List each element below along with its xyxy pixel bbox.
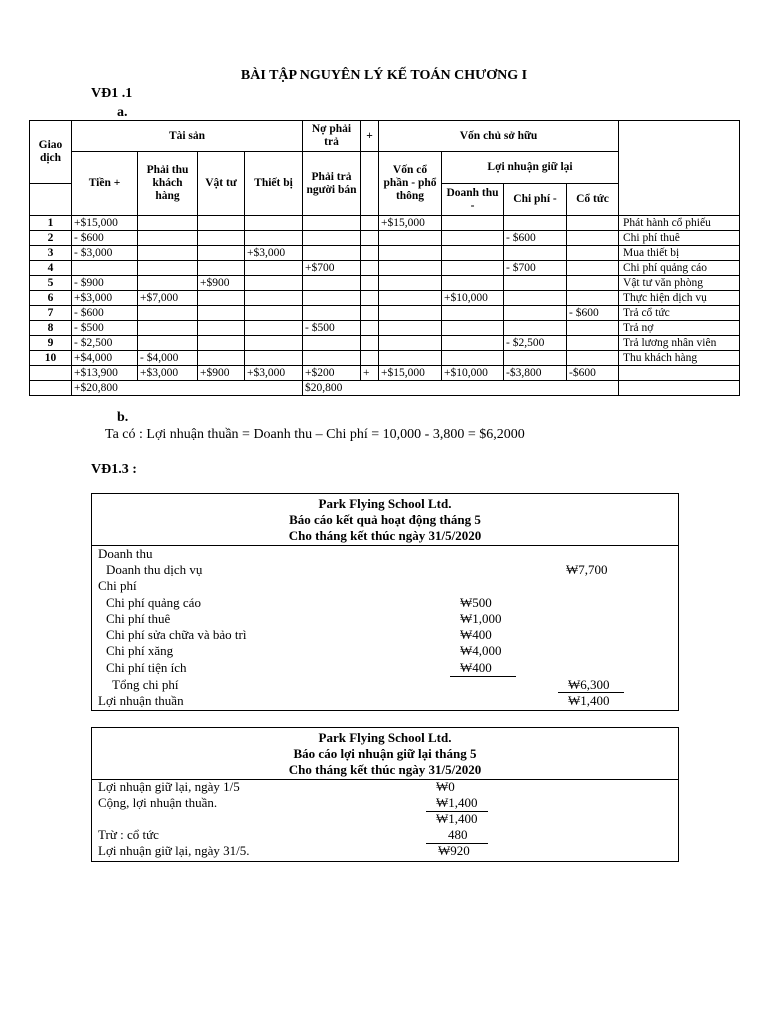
- grand-blank: [30, 381, 72, 396]
- transaction-table: [29, 120, 740, 396]
- total-cell: +: [361, 366, 379, 381]
- service-revenue-label: Doanh thu dịch vụ: [106, 562, 203, 577]
- table-cell: - $500: [303, 321, 361, 336]
- table-cell: [442, 336, 504, 351]
- service-revenue-value: ₩7,700: [566, 562, 608, 577]
- grand-note-blank: [619, 381, 740, 396]
- total-cell: +$3,000: [245, 366, 303, 381]
- table-cell: [198, 246, 245, 261]
- retained-less-value: 480: [448, 827, 468, 842]
- row-number: 3: [30, 246, 72, 261]
- totals-blank: [30, 366, 72, 381]
- table-cell: [245, 306, 303, 321]
- header-doanh-thu: Doanh thu -: [442, 184, 504, 216]
- header-notes-blank: [619, 121, 740, 216]
- row-description: Chi phí thuê: [619, 231, 740, 246]
- table-cell: [567, 246, 619, 261]
- table-cell: +$3,000: [245, 246, 303, 261]
- table-cell: [72, 261, 138, 276]
- row-number: 1: [30, 216, 72, 231]
- expense-label: Chi phí xăng: [106, 643, 174, 658]
- table-cell: [379, 246, 442, 261]
- table-cell: [379, 336, 442, 351]
- table-cell: [442, 321, 504, 336]
- row-description: Chi phí quảng cáo: [619, 261, 740, 276]
- table-row: [30, 216, 740, 231]
- table-cell: - $3,000: [72, 246, 138, 261]
- table-cell: [303, 231, 361, 246]
- table-cell: [198, 261, 245, 276]
- table-cell: [504, 216, 567, 231]
- table-cell: [245, 291, 303, 306]
- table-cell: +$15,000: [72, 216, 138, 231]
- table-row: [30, 276, 740, 291]
- table-cell: [504, 351, 567, 366]
- table-cell: [379, 276, 442, 291]
- expense-label: Chi phí thuê: [106, 611, 171, 626]
- table-cell: [361, 336, 379, 351]
- header-no-phai-tra: Nợ phải trả: [303, 121, 361, 152]
- table-cell: [361, 321, 379, 336]
- table-cell: [245, 216, 303, 231]
- grand-total-row: [30, 381, 740, 396]
- table-row: [30, 336, 740, 351]
- table-cell: +$7,000: [138, 291, 198, 306]
- table-cell: - $600: [567, 306, 619, 321]
- retained-title: Báo cáo lợi nhuận giữ lại tháng 5: [293, 746, 477, 761]
- table-cell: [245, 321, 303, 336]
- income-company-name: Park Flying School Ltd.: [318, 496, 452, 511]
- table-cell: [567, 261, 619, 276]
- total-expenses-value: ₩6,300: [568, 677, 610, 692]
- table-cell: [245, 261, 303, 276]
- header-phai-thu: Phải thu khách hàng: [138, 152, 198, 216]
- table-cell: +$900: [198, 276, 245, 291]
- income-title: Báo cáo kết quả hoạt động tháng 5: [289, 512, 481, 527]
- table-row: [30, 261, 740, 276]
- table-cell: [361, 216, 379, 231]
- table-cell: [138, 261, 198, 276]
- net-income-formula: Ta có : Lợi nhuận thuần = Doanh thu – Chi phí = 10,000 - 3,800 = $6,2000: [105, 427, 525, 442]
- table-cell: [245, 336, 303, 351]
- table-cell: +$4,000: [72, 351, 138, 366]
- header-vat-tu: Vật tư: [198, 152, 245, 216]
- table-cell: - $2,500: [72, 336, 138, 351]
- table-cell: [303, 276, 361, 291]
- table-cell: [361, 261, 379, 276]
- table-cell: [245, 351, 303, 366]
- expense-value: ₩4,000: [460, 643, 502, 658]
- table-cell: [442, 261, 504, 276]
- table-cell: +$15,000: [379, 216, 442, 231]
- table-cell: [198, 336, 245, 351]
- expense-label: Chi phí tiện ích: [106, 660, 187, 675]
- table-cell: [138, 321, 198, 336]
- grand-total-liabilities-equity: $20,800: [303, 381, 619, 396]
- row-number: 6: [30, 291, 72, 306]
- table-cell: [567, 276, 619, 291]
- row-description: Trả cổ tức: [619, 306, 740, 321]
- net-income-label: Lợi nhuận thuần: [98, 693, 184, 708]
- row-description: Trả lương nhân viên: [619, 336, 740, 351]
- table-cell: [361, 246, 379, 261]
- row-number: 2: [30, 231, 72, 246]
- table-cell: [245, 276, 303, 291]
- income-statement-header: [92, 494, 678, 546]
- header-thiet-bi: Thiết bị: [245, 152, 303, 216]
- table-cell: - $900: [72, 276, 138, 291]
- table-cell: [303, 291, 361, 306]
- table-cell: [379, 306, 442, 321]
- table-cell: [138, 336, 198, 351]
- table-cell: [567, 216, 619, 231]
- section-heading-vd1-1: VĐ1 .1: [91, 86, 133, 101]
- table-row: [30, 321, 740, 336]
- table-cell: [198, 291, 245, 306]
- table-row: [30, 306, 740, 321]
- total-cell: +$15,000: [379, 366, 442, 381]
- total-cell: +$13,900: [72, 366, 138, 381]
- table-cell: [198, 306, 245, 321]
- retained-close-label: Lợi nhuận giữ lại, ngày 31/5.: [98, 843, 250, 858]
- table-cell: - $600: [72, 306, 138, 321]
- table-cell: [504, 306, 567, 321]
- table-cell: [567, 351, 619, 366]
- table-cell: [361, 351, 379, 366]
- table-cell: - $600: [504, 231, 567, 246]
- header-co-tuc: Cổ tức: [567, 184, 619, 216]
- table-cell: [303, 246, 361, 261]
- table-cell: [303, 216, 361, 231]
- row-number: 5: [30, 276, 72, 291]
- row-description: Vật tư văn phòng: [619, 276, 740, 291]
- row-number: 10: [30, 351, 72, 366]
- expense-label: Chi phí quảng cáo: [106, 595, 201, 610]
- retained-add-value: ₩1,400: [436, 795, 478, 810]
- row-description: Trả nợ: [619, 321, 740, 336]
- table-cell: [504, 276, 567, 291]
- table-cell: [138, 276, 198, 291]
- part-b-label: b.: [117, 410, 129, 425]
- header-von-chu-so-huu: Vốn chủ sở hữu: [379, 121, 619, 152]
- row-number: 7: [30, 306, 72, 321]
- table-cell: [567, 336, 619, 351]
- total-cell: +$200: [303, 366, 361, 381]
- header-phai-tra: Phải trả người bán: [303, 152, 361, 216]
- expense-label: Chi phí sửa chữa và bảo trì: [106, 627, 247, 642]
- table-cell: - $4,000: [138, 351, 198, 366]
- table-cell: [442, 351, 504, 366]
- header-plus: +: [361, 121, 379, 152]
- table-cell: [303, 336, 361, 351]
- table-cell: [442, 231, 504, 246]
- table-cell: [303, 351, 361, 366]
- document-title: BÀI TẬP NGUYÊN LÝ KẾ TOÁN CHƯƠNG I: [240, 68, 528, 83]
- revenue-label: Doanh thu: [98, 546, 153, 561]
- table-row: [30, 291, 740, 306]
- table-cell: +$3,000: [72, 291, 138, 306]
- row-description: Mua thiết bị: [619, 246, 740, 261]
- totals-row: [30, 366, 740, 381]
- header-tai-san: Tài sản: [72, 121, 303, 152]
- net-income-value: ₩1,400: [568, 693, 610, 708]
- table-cell: [379, 261, 442, 276]
- table-cell: [245, 231, 303, 246]
- table-cell: [198, 351, 245, 366]
- expense-value: ₩400: [460, 627, 492, 642]
- row-number: 9: [30, 336, 72, 351]
- row-number: 4: [30, 261, 72, 276]
- retained-open-label: Lợi nhuận giữ lại, ngày 1/5: [98, 779, 240, 794]
- expense-underline: [450, 676, 516, 677]
- retained-subtotal-value: ₩1,400: [436, 811, 478, 826]
- total-expenses-label: Tổng chi phí: [112, 677, 179, 692]
- retained-earnings-statement: [91, 727, 679, 862]
- expense-value: ₩1,000: [460, 611, 502, 626]
- table-cell: - $600: [72, 231, 138, 246]
- table-cell: [442, 246, 504, 261]
- table-cell: [361, 276, 379, 291]
- retained-statement-header: [92, 728, 678, 780]
- total-cell: +$10,000: [442, 366, 504, 381]
- table-cell: [138, 231, 198, 246]
- table-cell: [138, 216, 198, 231]
- header-chi-phi: Chi phí -: [504, 184, 567, 216]
- income-statement: [91, 493, 679, 711]
- table-cell: [198, 231, 245, 246]
- table-cell: [442, 306, 504, 321]
- table-row: [30, 351, 740, 366]
- table-cell: - $700: [504, 261, 567, 276]
- table-cell: [379, 291, 442, 306]
- table-cell: [303, 306, 361, 321]
- retained-period: Cho tháng kết thúc ngày 31/5/2020: [288, 762, 482, 777]
- section-heading-vd1-3: VĐ1.3 :: [91, 462, 137, 477]
- totals-note-blank: [619, 366, 740, 381]
- row-description: Thực hiện dịch vụ: [619, 291, 740, 306]
- table-cell: - $2,500: [504, 336, 567, 351]
- header-plus-blank: [361, 152, 379, 216]
- total-cell: +$3,000: [138, 366, 198, 381]
- header-giao-dich-blank: [30, 184, 72, 216]
- table-cell: [138, 306, 198, 321]
- total-cell: +$900: [198, 366, 245, 381]
- retained-open-value: ₩0: [436, 779, 455, 794]
- table-cell: +$10,000: [442, 291, 504, 306]
- row-description: Phát hành cổ phiếu: [619, 216, 740, 231]
- retained-close-value: ₩920: [438, 843, 470, 858]
- table-cell: [361, 231, 379, 246]
- table-cell: [442, 276, 504, 291]
- table-cell: [361, 291, 379, 306]
- total-cell: -$3,800: [504, 366, 567, 381]
- row-description: Thu khách hàng: [619, 351, 740, 366]
- expenses-label: Chi phí: [98, 578, 137, 593]
- retained-add-label: Cộng, lợi nhuận thuần.: [98, 795, 218, 810]
- expense-value: ₩400: [460, 660, 492, 675]
- header-giao-dich: Giao dịch: [30, 121, 72, 184]
- table-row: [30, 231, 740, 246]
- retained-company-name: Park Flying School Ltd.: [318, 730, 452, 745]
- table-row: [30, 246, 740, 261]
- part-a-label: a.: [117, 105, 128, 120]
- table-cell: [504, 291, 567, 306]
- table-cell: [379, 321, 442, 336]
- table-cell: [379, 231, 442, 246]
- grand-total-assets: +$20,800: [72, 381, 303, 396]
- header-von-co-phan: Vốn cổ phần - phổ thông: [379, 152, 442, 216]
- table-cell: [567, 291, 619, 306]
- table-cell: [504, 246, 567, 261]
- table-cell: [567, 231, 619, 246]
- total-cell: -$600: [567, 366, 619, 381]
- table-cell: [361, 306, 379, 321]
- table-cell: [198, 216, 245, 231]
- table-cell: - $500: [72, 321, 138, 336]
- retained-less-label: Trừ : cổ tức: [98, 827, 159, 842]
- table-cell: [379, 351, 442, 366]
- table-cell: [198, 321, 245, 336]
- table-cell: [138, 246, 198, 261]
- table-cell: [567, 321, 619, 336]
- header-tien: Tiền +: [72, 152, 138, 216]
- expense-value: ₩500: [460, 595, 492, 610]
- row-number: 8: [30, 321, 72, 336]
- income-period: Cho tháng kết thúc ngày 31/5/2020: [288, 528, 482, 543]
- table-cell: [504, 321, 567, 336]
- header-loi-nhuan-giu-lai: Lợi nhuận giữ lại: [442, 152, 619, 184]
- table-cell: +$700: [303, 261, 361, 276]
- table-cell: [442, 216, 504, 231]
